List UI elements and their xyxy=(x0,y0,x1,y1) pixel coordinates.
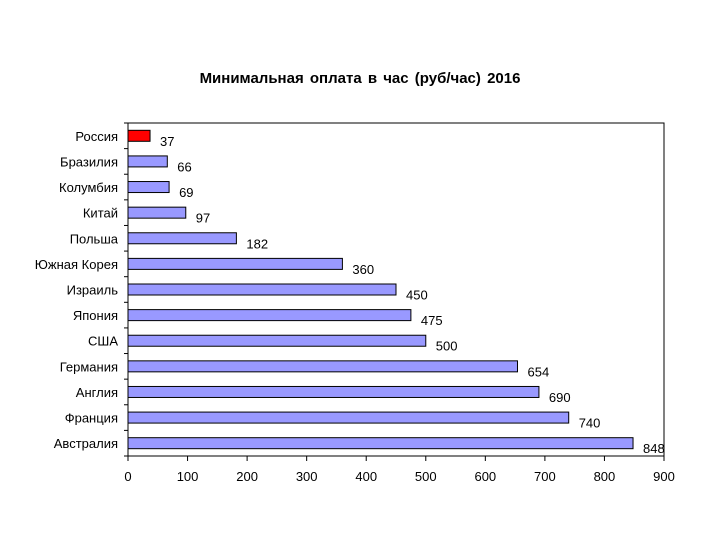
bar xyxy=(128,438,633,449)
bar xyxy=(128,386,539,397)
chart-title: Минимальная оплата в час (руб/час) 2016 xyxy=(199,70,521,87)
data-label: 740 xyxy=(578,415,601,431)
category-label: Южная Корея xyxy=(34,256,118,272)
data-label: 69 xyxy=(179,185,194,201)
category-label: Англия xyxy=(75,384,118,400)
bar xyxy=(128,130,150,141)
bar xyxy=(128,310,411,321)
x-tick-label: 0 xyxy=(124,469,132,484)
category-label: Франция xyxy=(64,410,118,426)
category-label: Израиль xyxy=(66,282,118,298)
bar xyxy=(128,156,167,167)
data-label: 360 xyxy=(352,261,375,277)
x-tick-label: 800 xyxy=(593,469,616,484)
bar xyxy=(128,335,426,346)
data-label: 475 xyxy=(420,313,443,329)
category-label: США xyxy=(88,333,118,349)
x-tick-label: 600 xyxy=(474,469,497,484)
category-label: Япония xyxy=(72,308,118,324)
bar xyxy=(128,182,169,193)
data-label: 654 xyxy=(527,364,550,380)
data-label: 450 xyxy=(406,287,428,303)
x-tick-label: 700 xyxy=(534,469,556,484)
bar xyxy=(128,207,186,218)
x-tick-label: 900 xyxy=(653,469,675,484)
data-label: 97 xyxy=(195,210,211,226)
data-label: 848 xyxy=(643,441,665,457)
category-label: Бразилия xyxy=(60,154,118,170)
bar xyxy=(128,284,396,295)
x-tick-label: 100 xyxy=(176,469,199,484)
category-label: Германия xyxy=(59,359,118,375)
category-label: Польша xyxy=(69,231,118,247)
x-tick-label: 200 xyxy=(236,469,258,484)
data-label: 66 xyxy=(177,159,192,175)
x-tick-label: 400 xyxy=(355,469,378,484)
x-tick-label: 500 xyxy=(414,469,437,484)
data-label: 500 xyxy=(435,338,458,354)
bar xyxy=(128,233,236,244)
data-label: 182 xyxy=(246,236,269,252)
bar xyxy=(128,361,517,372)
bar xyxy=(128,258,342,269)
data-label: 690 xyxy=(548,389,571,405)
category-label: Колумбия xyxy=(59,180,118,196)
category-label: Австралия xyxy=(53,436,118,452)
category-label: Китай xyxy=(82,205,118,221)
data-label: 37 xyxy=(160,133,175,149)
category-label: Россия xyxy=(75,128,118,144)
bar xyxy=(128,412,569,423)
x-tick-label: 300 xyxy=(295,469,318,484)
